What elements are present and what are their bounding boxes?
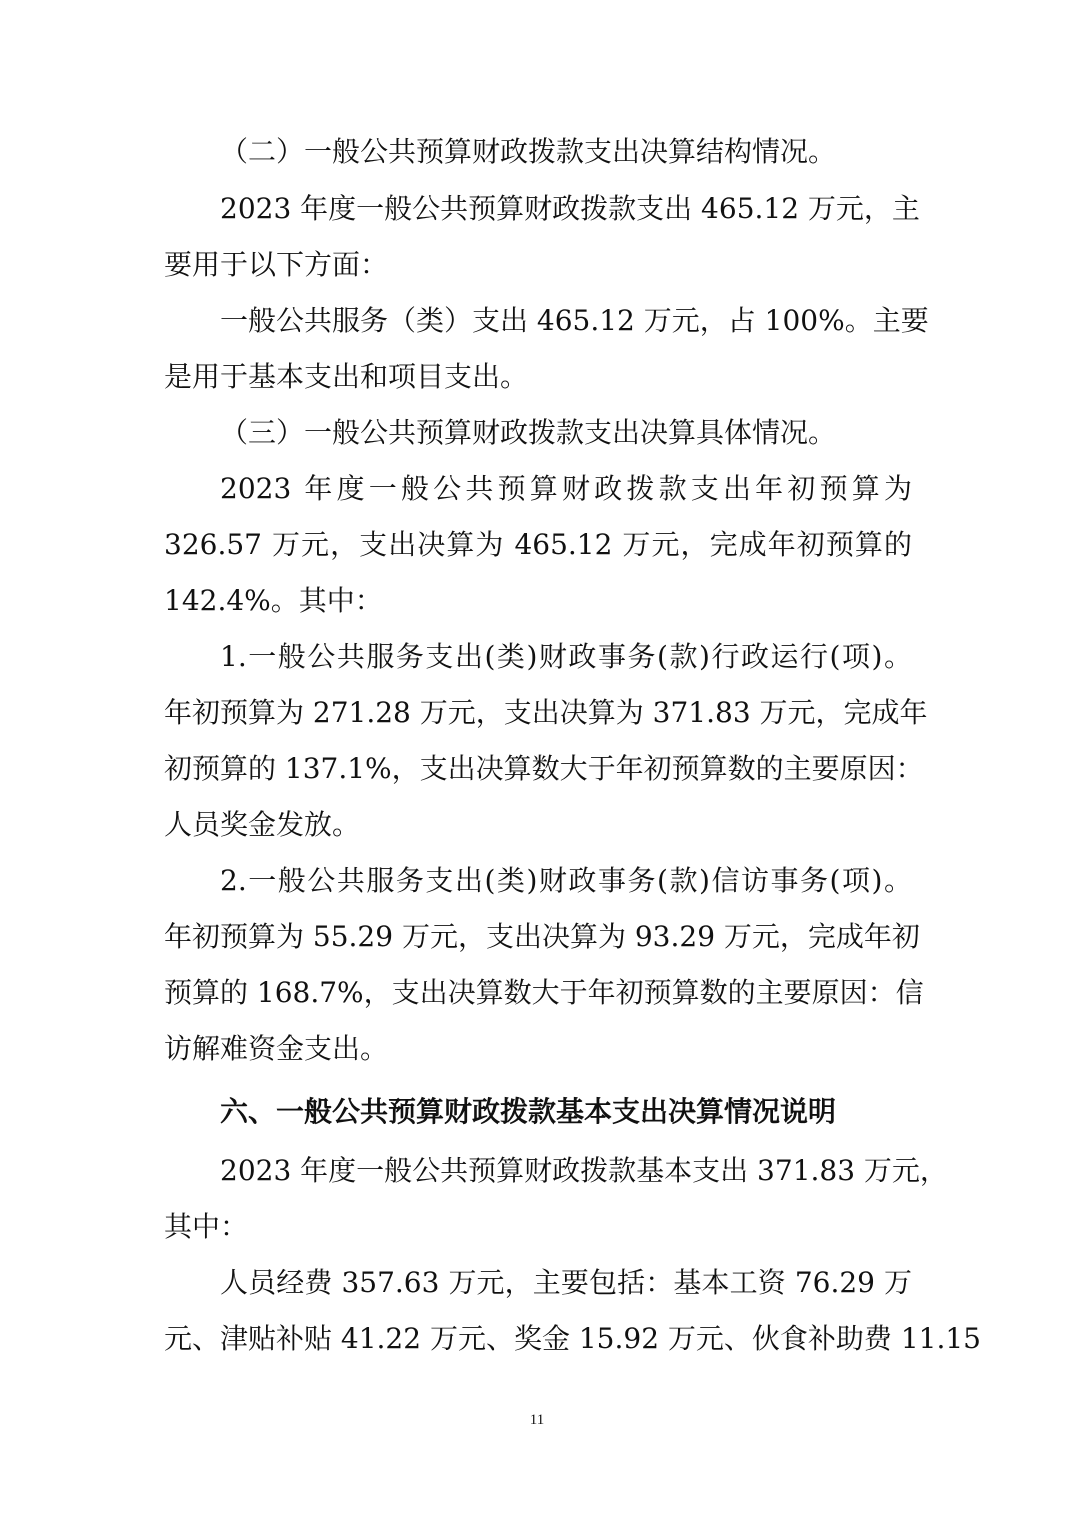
paragraph-line: 142.4%。其中： bbox=[164, 584, 383, 617]
paragraph-line: 2023 年度一般公共预算财政拨款支出 465.12 万元，主 bbox=[220, 192, 920, 225]
paragraph-line: 2023 年度一般公共预算财政拨款基本支出 371.83 万元， bbox=[220, 1154, 948, 1187]
paragraph-line: 要用于以下方面： bbox=[164, 248, 389, 281]
page-number: 11 bbox=[529, 1412, 545, 1428]
paragraph-line: 是用于基本支出和项目支出。 bbox=[164, 360, 529, 393]
section-heading-6: 六、一般公共预算财政拨款基本支出决算情况说明 bbox=[220, 1095, 837, 1128]
paragraph-line: 一般公共服务（类）支出 465.12 万元，占 100%。主要 bbox=[220, 304, 929, 337]
paragraph-line: 初预算的 137.1%，支出决算数大于年初预算数的主要原因： bbox=[164, 752, 924, 785]
paragraph-line: 其中： bbox=[164, 1210, 249, 1243]
paragraph-line: 年初预算为 271.28 万元，支出决算为 371.83 万元，完成年 bbox=[164, 696, 928, 729]
paragraph-line: 1.一般公共服务支出(类)财政事务(款)行政运行(项)。 bbox=[220, 640, 912, 673]
subsection-heading-3: （三）一般公共预算财政拨款支出决算具体情况。 bbox=[220, 416, 837, 449]
paragraph-line: 2.一般公共服务支出(类)财政事务(款)信访事务(项)。 bbox=[220, 864, 912, 897]
paragraph-line: 访解难资金支出。 bbox=[164, 1032, 389, 1065]
paragraph-line: 人员经费 357.63 万元，主要包括：基本工资 76.29 万 bbox=[220, 1266, 912, 1299]
paragraph-line: 年初预算为 55.29 万元，支出决算为 93.29 万元，完成年初 bbox=[164, 920, 920, 953]
paragraph-line: 元、津贴补贴 41.22 万元、奖金 15.92 万元、伙食补助费 11.15 bbox=[164, 1322, 981, 1355]
paragraph-line: 预算的 168.7%，支出决算数大于年初预算数的主要原因：信 bbox=[164, 976, 924, 1009]
subsection-heading-2: （二）一般公共预算财政拨款支出决算结构情况。 bbox=[220, 135, 837, 168]
paragraph-line: 326.57 万元，支出决算为 465.12 万元，完成年初预算的 bbox=[164, 528, 912, 561]
paragraph-line: 2023 年度一般公共预算财政拨款支出年初预算为 bbox=[220, 472, 912, 505]
paragraph-line: 人员奖金发放。 bbox=[164, 808, 361, 841]
